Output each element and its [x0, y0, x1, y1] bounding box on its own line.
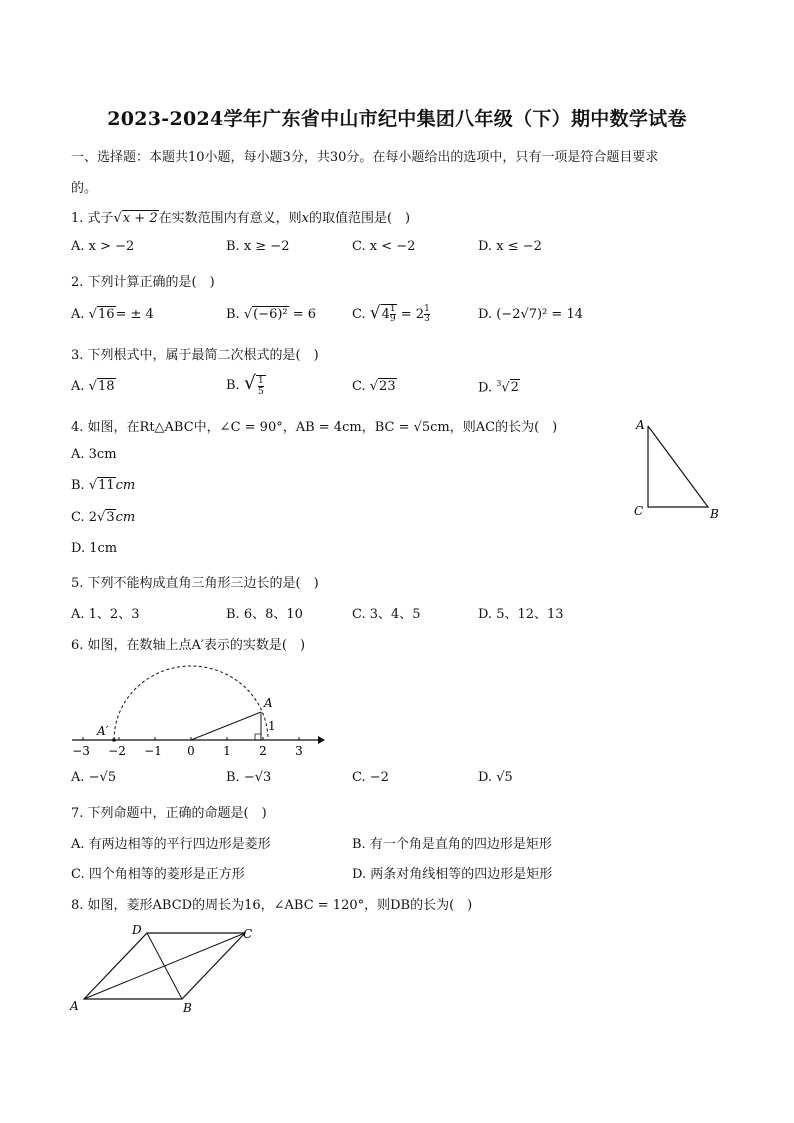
fraction: [424, 305, 430, 324]
option-letter: B.: [226, 307, 240, 322]
q8-rhombus-figure: [66, 920, 266, 1020]
right-angle-mark: [255, 734, 261, 740]
arc-dashed: [114, 666, 268, 740]
q6-option-c: C. −2: [352, 770, 389, 785]
radicand: (−6)²: [253, 307, 288, 322]
q2-option-c: [352, 303, 430, 324]
q6-option-b: B. −√3: [226, 770, 272, 785]
tick-label: 3: [295, 744, 303, 758]
option-rest: = 6: [292, 307, 317, 322]
q1-radicand: x + 2: [122, 211, 158, 226]
label-c: C: [634, 504, 644, 518]
option-letter: C.: [352, 379, 366, 394]
fraction: [256, 375, 266, 397]
option-letter: C.: [352, 307, 366, 322]
radicand: 16: [97, 307, 115, 322]
unit: cm: [115, 478, 136, 493]
q1-option-a: A. x > −2: [71, 239, 135, 254]
label-a-prime: A′: [97, 724, 109, 738]
point-a-prime: [112, 738, 116, 742]
q5-option-a: A. 1、2、3: [71, 607, 140, 622]
q4-option-c: C. 2√3cm: [71, 510, 136, 525]
radicand: 18: [97, 379, 115, 394]
label-c: C: [243, 927, 253, 941]
segment-oa: [191, 712, 261, 740]
q1-stem-end: 的取值范围是( ): [308, 211, 411, 226]
option-letter: A.: [71, 307, 85, 322]
denominator: 5: [257, 386, 264, 397]
q1-variable: x: [301, 211, 309, 226]
triangle-outline: [648, 426, 708, 507]
q2-option-a: A. √16= ± 4: [71, 307, 154, 322]
axis-arrow: [318, 736, 325, 744]
q1-stem-mid: 在实数范围内有意义，则: [158, 211, 302, 226]
equals-part: = 2: [400, 307, 425, 322]
q7-option-c: C. 四个角相等的菱形是正方形: [71, 867, 245, 882]
tick-label: 0: [187, 744, 195, 758]
numerator: 1: [389, 304, 396, 314]
q2-option-d: D. (−2√7)² = 14: [478, 307, 583, 322]
label-a: A: [264, 696, 273, 710]
tick-label: −2: [108, 744, 126, 758]
q2-option-b: B. √(−6)² = 6: [226, 307, 317, 322]
q6-option-d: D. √5: [478, 770, 513, 785]
sqrt-symbol: √: [243, 372, 256, 394]
q7-option-b: B. 有一个角是直角的四边形是矩形: [352, 837, 552, 852]
label-one: 1: [268, 719, 276, 733]
q7-stem: 7. 下列命题中，正确的命题是( ): [71, 806, 267, 821]
option-letter: B.: [71, 478, 85, 493]
radicand: 11: [98, 478, 115, 493]
tick-labels: [72, 744, 303, 758]
sqrt-symbol: √: [113, 211, 122, 226]
option-rest: = ± 4: [115, 307, 154, 322]
label-a: A: [636, 418, 645, 432]
option-letter: A.: [71, 379, 85, 394]
q5-option-b: B. 6、8、10: [226, 607, 303, 622]
tick-label: 1: [223, 744, 231, 758]
q1-option-d: D. x ≤ −2: [478, 239, 542, 254]
label-b: B: [710, 507, 719, 521]
q6-stem: 6. 如图，在数轴上点A′表示的实数是( ): [71, 638, 306, 653]
q3-option-b: [226, 372, 266, 397]
denominator: 9: [389, 314, 396, 324]
tick-label: −1: [144, 744, 162, 758]
radicand: [381, 304, 397, 324]
q3-stem: 3. 下列根式中，属于最简二次根式的是( ): [71, 348, 319, 363]
option-letter: B.: [226, 378, 240, 393]
label-d: D: [132, 923, 142, 937]
q5-stem: 5. 下列不能构成直角三角形三边长的是( ): [71, 576, 319, 591]
q5-option-c: C. 3、4、5: [352, 607, 421, 622]
fraction: [390, 305, 396, 324]
radicand: 2: [510, 380, 519, 396]
section-instruction-line2: 的。: [71, 181, 98, 196]
q1-option-b: B. x ≥ −2: [226, 239, 290, 254]
unit: cm: [115, 510, 136, 525]
label-a: A: [70, 999, 79, 1013]
q1-stem-start: 1. 式子: [71, 211, 114, 226]
numerator: 1: [257, 375, 264, 386]
option-letter: C. 2: [71, 510, 98, 525]
option-letter: D.: [478, 380, 493, 396]
q1-stem: [71, 207, 410, 226]
numerator: 1: [424, 304, 430, 314]
denominator: 3: [424, 314, 430, 324]
q4-stem: 4. 如图，在Rt△ABC中，∠C = 90°，AB = 4cm，BC = √5cm，则AC的长为( ): [71, 420, 558, 435]
q5-option-d: D. 5、12、13: [478, 607, 564, 622]
page-title: 2023-2024学年广东省中山市纪中集团八年级（下）期中数学试卷: [107, 108, 687, 130]
q6-number-line-figure: [66, 660, 331, 760]
q4-option-b: B. √11cm: [71, 478, 136, 493]
diagonal-db: [147, 933, 182, 999]
q3-option-c: C. √23: [352, 379, 396, 394]
q3-option-a: A. √18: [71, 379, 115, 394]
section-instruction-line1: 一、选择题：本题共10小题，每小题3分，共30分。在每小题给出的选项中，只有一项是符合题目要求: [71, 150, 659, 165]
sqrt-symbol: √: [369, 303, 381, 323]
q8-stem: 8. 如图，菱形ABCD的周长为16，∠ABC = 120°，则DB的长为( ): [71, 898, 473, 913]
mixed-int: 4: [381, 307, 390, 322]
q4-option-d: D. 1cm: [71, 541, 118, 556]
q3-option-d: D. $^3$√2: [478, 379, 519, 396]
q1-option-c: C. x < −2: [352, 239, 416, 254]
tick-label: 2: [259, 744, 267, 758]
q7-option-a: A. 有两边相等的平行四边形是菱形: [71, 837, 271, 852]
tick-label: −3: [72, 744, 90, 758]
q2-stem: 2. 下列计算正确的是( ): [71, 275, 215, 290]
radicand: 23: [379, 379, 396, 394]
q4-option-a: A. 3cm: [71, 447, 117, 462]
q6-option-a: A. −√5: [71, 770, 117, 785]
q7-option-d: D. 两条对角线相等的四边形是矩形: [352, 867, 553, 882]
root-index: 3: [496, 379, 502, 388]
q4-triangle-figure: [630, 412, 730, 524]
radicand: 3: [106, 510, 115, 525]
label-b: B: [183, 1001, 192, 1015]
